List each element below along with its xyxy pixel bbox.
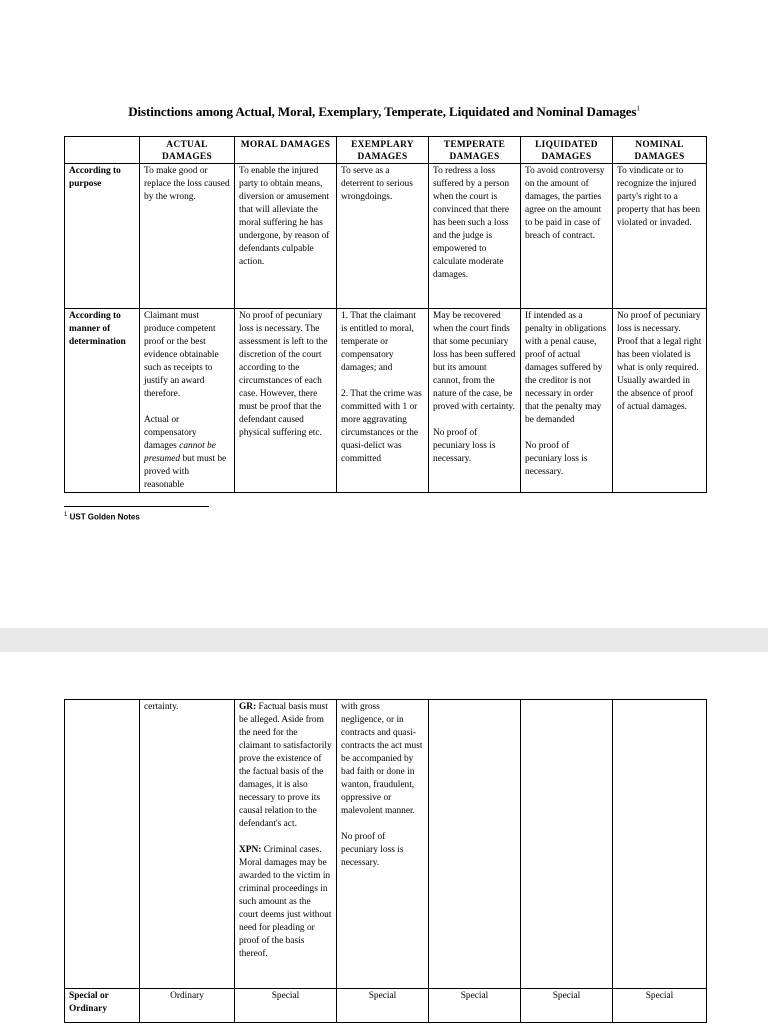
table-row-purpose — [65, 164, 707, 309]
row-label-manner: According to manner of determination — [65, 309, 140, 493]
cell-manner-actual-p1: Claimant must produce competent proof or the best evidence obtainable such as receipts to justify an award therefore. — [144, 311, 219, 399]
cell-cont-moral-gr: GR: Factual basis must be alleged. Aside from the need for the claimant to satisfactorily prove the existence of the factual basis of the damages, it is also necessary to prove its causal relation to the defendant's act. — [239, 702, 332, 829]
damages-table-continued — [64, 699, 707, 1023]
cell-cont-moral — [235, 700, 337, 989]
cell-manner-actual — [140, 309, 235, 493]
table-row-manner — [65, 309, 707, 493]
cell-manner-liquidated-p1: If intended as a penalty in obligations with a penal cause, proof of actual damages suffered by the creditor is not necessary in order that the penalty may be demanded — [525, 311, 607, 425]
cell-purpose-actual: To make good or replace the loss caused by the wrong. — [140, 164, 235, 309]
cell-manner-liquidated-p2: No proof of pecuniary loss is necessary. — [525, 441, 588, 477]
cell-cont-liquidated — [521, 700, 613, 989]
cell-cont-exemplary — [337, 700, 429, 989]
cell-manner-temperate-p2: No proof of pecuniary loss is necessary. — [433, 428, 496, 464]
cell-manner-moral: No proof of pecuniary loss is necessary. The assessment is left to the discretion of the court according to the circumstances of each case. However, there must be proof that the defendant caused physical suffering etc. — [235, 309, 337, 493]
cell-manner-actual-p2: Actual or compensatory damages cannot be presumed but must be proved with reasonable — [144, 415, 227, 490]
table-header-row — [65, 137, 707, 164]
header-liquidated: LIQUIDATED DAMAGES — [521, 137, 613, 164]
cell-manner-liquidated — [521, 309, 613, 493]
cell-purpose-exemplary: To serve as a deterrent to serious wrongdoings. — [337, 164, 429, 309]
document-page-2 — [0, 652, 768, 1024]
cell-manner-exemplary-p2: 2. That the crime was committed with 1 or more aggravating circumstances or the quasi-delict was committed — [341, 389, 422, 464]
table-row-special — [65, 989, 707, 1023]
header-actual: ACTUAL DAMAGES — [140, 137, 235, 164]
cell-special-temperate: Special — [429, 989, 521, 1023]
cell-special-liquidated: Special — [521, 989, 613, 1023]
footnote-divider — [64, 506, 209, 507]
header-empty — [65, 137, 140, 164]
title-footnote-mark: 1 — [636, 104, 640, 113]
xpn-label: XPN: — [239, 845, 262, 855]
cell-cont-moral-xpn: XPN: Criminal cases. Moral damages may be awarded to the victim in criminal proceedings in such amount as the court deems just without need for pleading or proof of the basis thereof. — [239, 845, 332, 959]
cell-cont-actual: certainty. — [140, 700, 235, 989]
cell-purpose-liquidated: To avoid controversy on the amount of damages, the parties agree on the amount to be paid in case of breach of contract. — [521, 164, 613, 309]
cell-purpose-nominal: To vindicate or to recognize the injured party's right to a property that has been violated or invaded. — [613, 164, 707, 309]
header-exemplary: EXEMPLARY DAMAGES — [337, 137, 429, 164]
header-moral: MORAL DAMAGES — [235, 137, 337, 164]
cell-purpose-moral: To enable the injured party to obtain means, diversion or amusement that will alleviate the moral suffering he has undergone, by reason of defendants culpable action. — [235, 164, 337, 309]
cell-cont-exemplary-p2: No proof of pecuniary loss is necessary. — [341, 832, 404, 868]
damages-table — [64, 136, 707, 493]
cell-special-moral: Special — [235, 989, 337, 1023]
cell-special-nominal: Special — [613, 989, 707, 1023]
page-gap — [0, 628, 768, 652]
cell-manner-temperate — [429, 309, 521, 493]
row-label-continued — [65, 700, 140, 989]
row-label-special: Special or Ordinary — [65, 989, 140, 1023]
cell-purpose-temperate: To redress a loss suffered by a person when the court is convinced that there has been such a loss and the judge is empowered to calculate moderate damages. — [429, 164, 521, 309]
gr-label: GR: — [239, 702, 257, 712]
cell-manner-temperate-p1: May be recovered when the court finds that some pecuniary loss has been suffered but its amount cannot, from the nature of the case, be proved with certainty. — [433, 311, 516, 412]
cell-cont-exemplary-p1: with gross negligence, or in contracts and quasi-contracts the act must be accompanied by bad faith or done in wanton, fraudulent, oppressive or malevolent manner. — [341, 702, 423, 816]
footnote — [64, 512, 140, 522]
cell-special-exemplary: Special — [337, 989, 429, 1023]
document-title: Distinctions among Actual, Moral, Exemplary, Temperate, Liquidated and Nominal Damages$^1$ — [128, 104, 640, 119]
header-temperate: TEMPERATE DAMAGES — [429, 137, 521, 164]
footnote-text: UST Golden Notes — [69, 512, 140, 522]
header-nominal: NOMINAL DAMAGES — [613, 137, 707, 164]
cell-manner-exemplary-p1: 1. That the claimant is entitled to moral, temperate or compensatory damages; and — [341, 311, 416, 373]
table-row-continued — [65, 700, 707, 989]
cell-cont-nominal — [613, 700, 707, 989]
cell-cont-temperate — [429, 700, 521, 989]
footnote-mark: 1 — [64, 512, 68, 518]
cell-manner-exemplary — [337, 309, 429, 493]
cell-manner-nominal: No proof of pecuniary loss is necessary. Proof that a legal right has been violated is what is only required. Usually awarded in the absence of proof of actual damages. — [613, 309, 707, 493]
emphasis-cannot-be-presumed: cannot be presumed — [144, 441, 216, 464]
row-label-purpose: According to purpose — [65, 164, 140, 309]
cell-special-actual: Ordinary — [140, 989, 235, 1023]
